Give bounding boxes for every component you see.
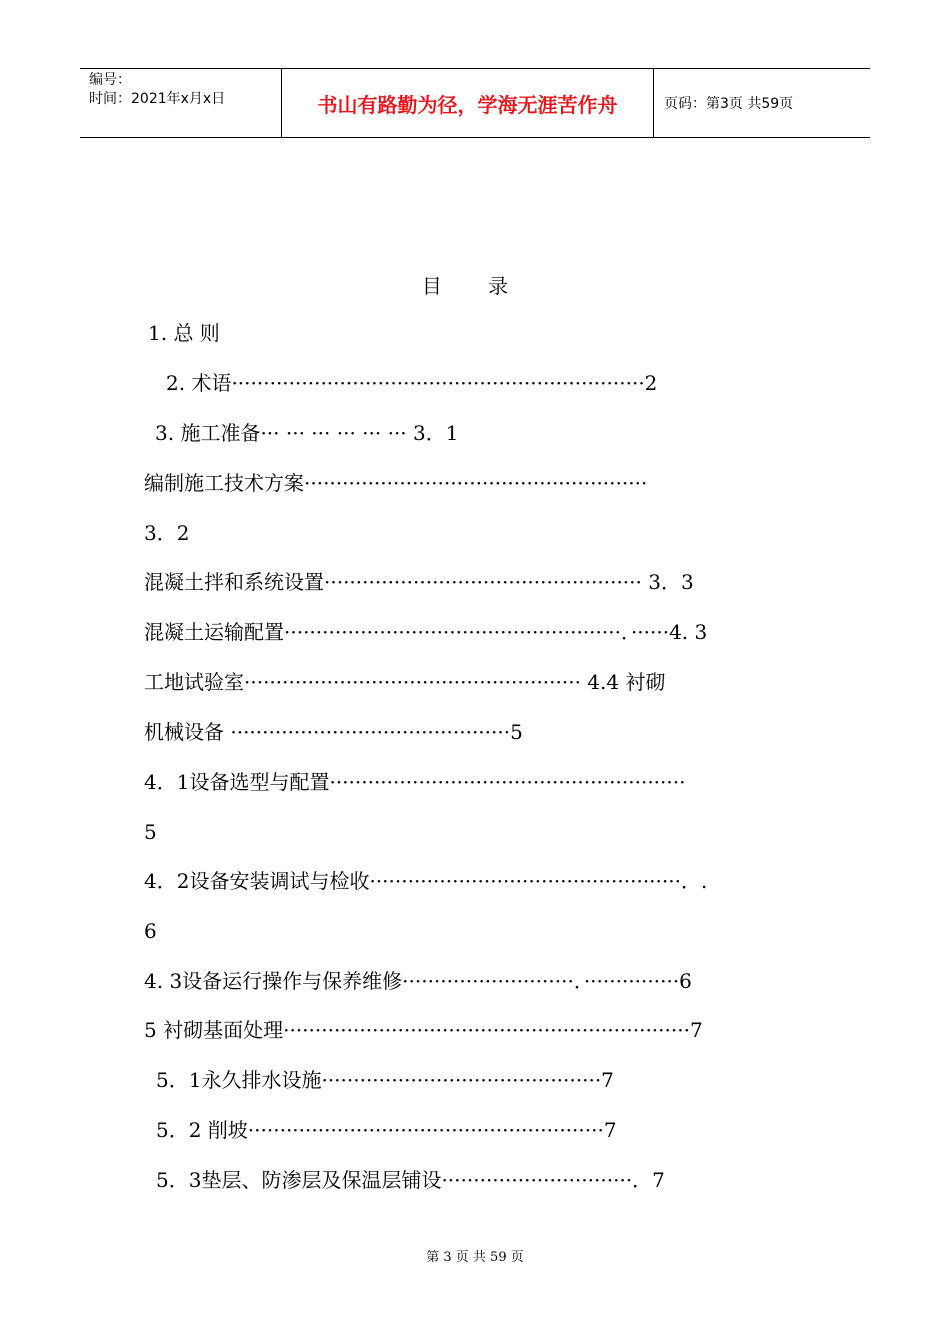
toc-line: 4．1设备选型与配置························································ [144,770,686,794]
toc-line: 3. 施工准备··· ··· ··· ··· ··· ··· 3．1 [155,421,459,445]
toc-line: 4．2设备安装调试与检收·················································．. [144,869,708,893]
toc-line: 混凝土拌和系统设置·················································· 3．3 [144,570,694,594]
toc-line: 5 衬砌基面处理································································7 [144,1018,703,1042]
toc-line: 5．2 削坡························································7 [156,1118,617,1142]
toc-line: 1. 总 则 [148,321,220,345]
toc-line: 2. 术语·································································2 [166,371,658,395]
number-label: 编号： [89,72,131,88]
toc-title: 目 录 [421,274,529,298]
toc-line: 编制施工技术方案······················································ [144,471,648,495]
motto-text: 书山有路勤为径，学海无涯苦作舟 [317,92,618,117]
page-header [80,68,870,138]
toc-line: 6 [144,919,157,943]
toc-line: 5 [144,820,157,844]
toc-line: 混凝土运输配置·····················································．······4. 3 [144,620,708,644]
header-left-cell [80,69,281,137]
page-footer: 第 3 页 共 59 页 [426,1250,524,1265]
toc-line: 5．3垫层、防渗层及保温层铺设······························．7 [156,1168,665,1192]
header-page-cell [654,69,870,137]
header-motto-cell [281,69,654,137]
date-label: 时间：2021年x月x日 [89,91,226,107]
toc-line: 5．1永久排水设施············································7 [156,1068,614,1092]
toc-line: 4. 3设备运行操作与保养维修···························．···············6 [144,969,692,993]
page-info: 页码：第3页 共59页 [664,96,794,112]
toc-line: 机械设备 ············································5 [144,720,523,744]
toc-line: 3．2 [144,521,190,545]
toc-line: 工地试验室····················································· 4.4 衬砌 [144,670,666,694]
